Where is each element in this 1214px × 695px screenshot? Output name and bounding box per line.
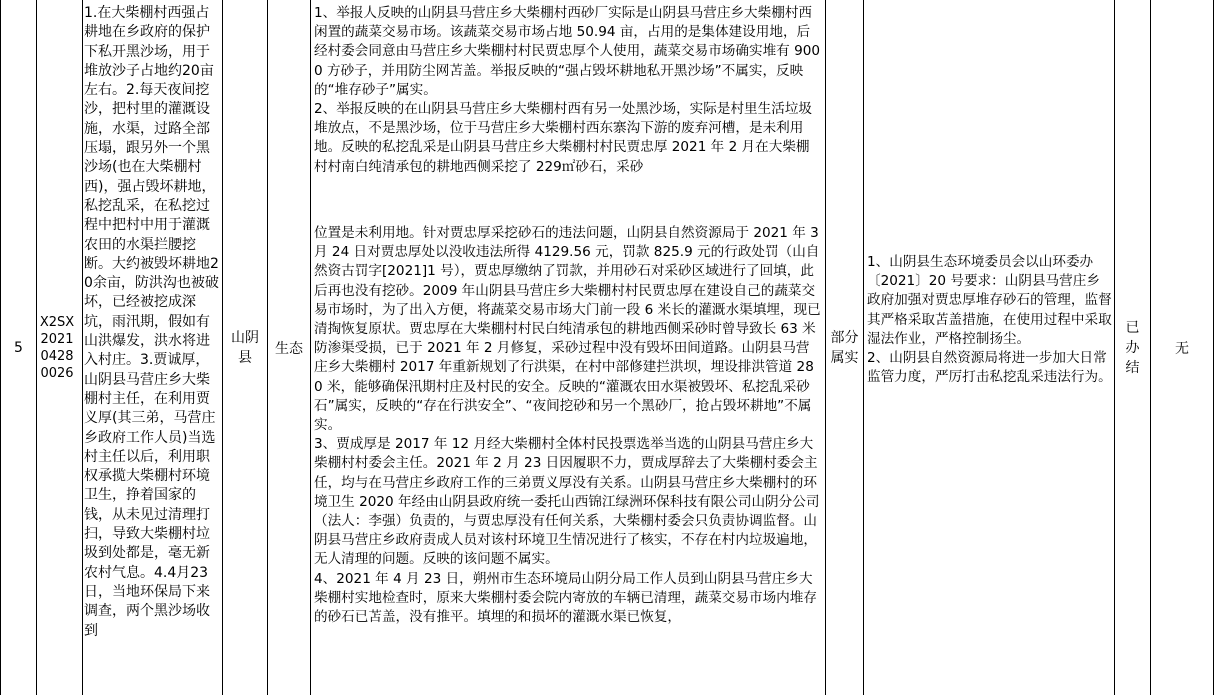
investigation-result-bottom <box>314 224 822 627</box>
accountability: 无 <box>1175 340 1189 357</box>
result-paragraph: 位置是未利用地。针对贾忠厚采挖砂石的违法问题，山阴县自然资源局于 2021 年 3 月 24 日对贾忠厚处以没收违法所得 4129.56 元，罚款 825.9 元的行政处罚（山自然资古罚字[2021]1 号），贾忠厚缴纳了罚款，并用砂石对采砂区域进行了回填，此后再也没有挖砂。2009 年山阴县马营庄乡大柴棚村村民贾忠厚在建设自己的蔬菜交易市场时，为了出入方便，将蔬菜交易市场大门前一段 6 米长的灌溉水渠填埋，现已清掏恢复原状。贾忠厚在大柴棚村村民白纯清承包的耕地西侧采砂时曾导致长 63 米防渗渠受损，已于 2021 年 2 月修复，采砂过程中没有毁坏田间道路。山阴县马营庄乡大柴棚村 2017 年重新规划了行洪渠，在村中部修建拦洪坝，埋设排洪管道 280 米，能够确保汛期村庄及村民的安全。反映的“灌溉农田水渠被毁坏、私挖乱采砂石”属实，反映的“存在行洪安全”、“夜间挖砂和另一个黑砂厂，抢占毁坏耕地”不属实。 <box>314 225 821 434</box>
verdict: 部分属实 <box>830 329 859 366</box>
handling-measures-cell <box>864 0 1114 695</box>
pollution-type: 生态 <box>275 340 303 357</box>
status: 已办结 <box>1125 319 1140 376</box>
status-cell <box>1115 0 1150 695</box>
result-paragraph: 3、贾成厚是 2017 年 12 月经大柴棚村全体村民投票选举当选的山阴县马营庄乡大柴棚村村委会主任。2021 年 2 月 23 日因履职不力，贾成厚辞去了大柴棚村委会主任，均与在马营庄乡政府工作的三弟贾义厚没有关系。山阴县马营庄乡大柴棚村的环境卫生 2020 年经由山阴县政府统一委托山西锦江绿洲环保科技有限公司山阴分公司（法人：李强）负责的，与贾忠厚没有任何关系，大柴棚村委会只负责协调监督。山阴县马营庄乡政府责成人员对该村环境卫生情况进行了核实，不存在村内垃圾遍地，无人清理的问题。反映的该问题不属实。 <box>314 436 820 568</box>
row-index: 5 <box>14 339 23 356</box>
result-paragraph: 4、2021 年 4 月 23 日，朔州市生态环境局山阴分局工作人员到山阴县马营庄乡大柴棚村实地检查时，原来大柴棚村委会院内寄放的车辆已清理，蔬菜交易市场内堆存的砂石已苫盖，没有推平。填埋的和损坏的灌溉水渠已恢复， <box>314 570 817 626</box>
verdict-cell <box>826 0 863 695</box>
row-index-cell <box>1 0 36 695</box>
complaint-content: 1.在大柴棚村西强占耕地在乡政府的保护下私开黑沙场，用于堆放沙子占地约20亩左右。2.每天夜间挖沙，把村里的灌溉设施，水渠，过路全部压塌，跟另外一个黑沙场(也在大柴棚村西)，强占毁坏耕地，私挖乱采，在私挖过程中把村中用于灌溉农田的水渠拦腰挖断。大约被毁坏耕地20余亩，防洪沟也被破坏，已经被挖成深坑，雨汛期，假如有山洪爆发，洪水将进入村庄。3.贾诚厚，山阴县马营庄乡大柴棚村主任，在利用贾义厚(其三弟，马营庄乡政府工作人员)当选村主任以后，利用职权承揽大柴棚村环境卫生，挣着国家的钱，从未见过清理打扫，导致大柴棚村垃圾到处都是，毫无新农村气息。4.4月23日，当地环保局下来调查，两个黑沙场收到 <box>84 5 219 639</box>
complaint-content-cell <box>83 0 222 695</box>
investigation-result-top <box>314 4 822 177</box>
handling-paragraph: 2、山阴县自然资源局将进一步加大日常监管力度，严厉打击私挖乱采违法行为。 <box>867 350 1112 386</box>
county: 山阴县 <box>231 329 259 366</box>
result-paragraph: 1、举报人反映的山阴县马营庄乡大柴棚村西砂厂实际是山阴县马营庄乡大柴棚村西闲置的蔬菜交易市场。该蔬菜交易市场占地 50.94 亩，占用的是集体建设用地，后经村委会同意由马营庄乡大柴棚村村民贾忠厚个人使用，蔬菜交易市场确实堆有 9000 方砂子，并用防尘网苫盖。举报反映的“强占毁坏耕地私开黑沙场”不属实，反映的“堆存砂子”属实。 <box>314 5 821 98</box>
investigation-result-cell <box>311 0 825 695</box>
pollution-type-cell <box>268 0 310 695</box>
case-code-cell <box>37 0 77 695</box>
accountability-cell <box>1151 0 1213 695</box>
case-code: X2SX202104280026 <box>39 314 75 381</box>
result-paragraph: 2、举报反映的在山阴县马营庄乡大柴棚村西有另一处黑沙场，实际是村里生活垃圾堆放点，不是黑沙场，位于马营庄乡大柴棚村西东寨沟下游的废弃河槽，是未利用地。反映的私挖乱采是山阴县马营庄乡大柴棚村村民贾忠厚 2021 年 2 月在大柴棚村村南白纯清承包的耕地西侧采挖了 229㎡砂石，采砂 <box>314 101 813 175</box>
county-cell <box>223 0 267 695</box>
handling-paragraph: 1、山阴县生态环境委员会以山环委办〔2021〕20 号要求：山阴县马营庄乡政府加强对贾忠厚堆存砂石的管理，监督其严格采取苫盖措施，在使用过程中采取湿法作业，严格控制扬尘。 <box>867 254 1112 347</box>
